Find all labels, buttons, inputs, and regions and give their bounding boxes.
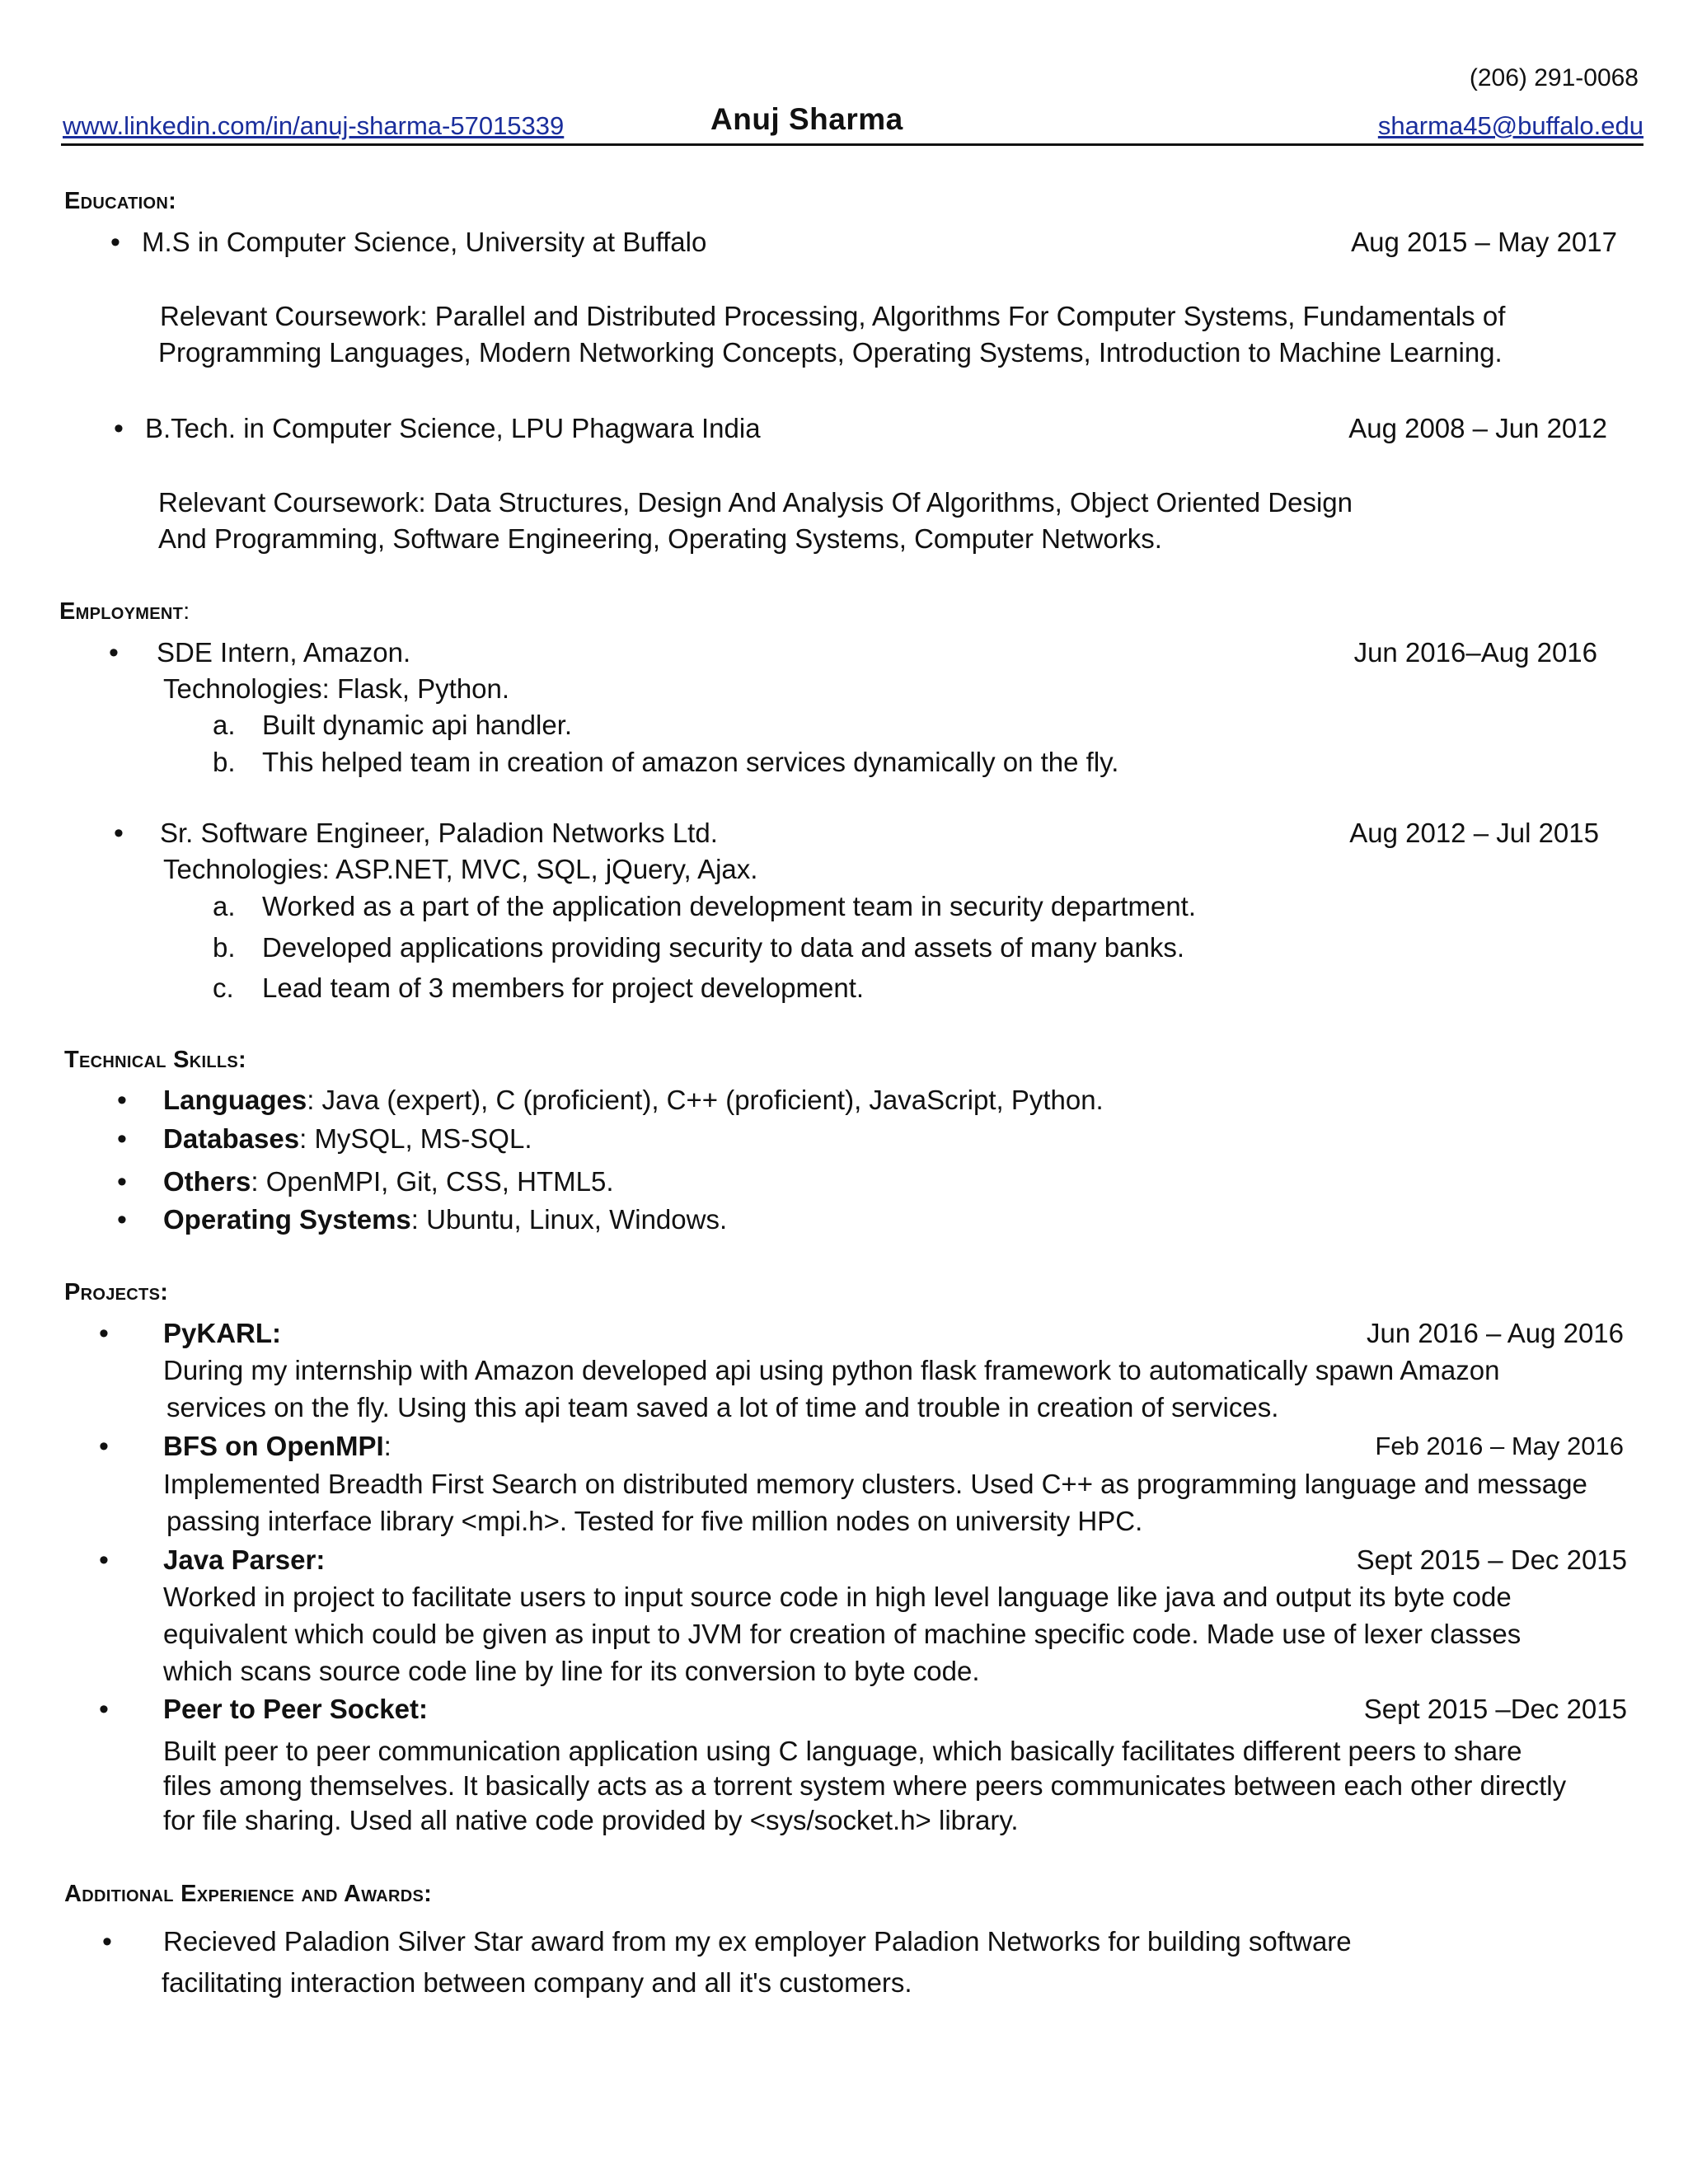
project-line: Worked in project to facilitate users to input source code in high level language like java and output its byte code: [163, 1582, 1512, 1612]
skill-label: Operating Systems: [163, 1204, 411, 1235]
coursework-line: Programming Languages, Modern Networking Concepts, Operating Systems, Introduction to Machine Learning.: [158, 337, 1503, 368]
degree-dates: Aug 2015 – May 2017: [1351, 227, 1617, 257]
projects-heading: Projects:: [64, 1279, 169, 1305]
bullet-icon: •: [114, 413, 124, 444]
bullet-icon: •: [117, 1204, 127, 1235]
project-line: During my internship with Amazon developed api using python flask framework to automatically spawn Amazon: [163, 1355, 1500, 1385]
bullet-icon: •: [102, 1926, 112, 1957]
job-title: Sr. Software Engineer, Paladion Networks Ltd.: [160, 818, 718, 848]
skill-value: : MySQL, MS-SQL.: [299, 1123, 532, 1154]
bullet-icon: •: [110, 227, 120, 258]
project-line: services on the fly. Using this api team saved a lot of time and trouble in creation of services.: [166, 1392, 1279, 1422]
bullet-icon: •: [99, 1431, 109, 1462]
coursework-line: Relevant Coursework: Data Structures, Design And Analysis Of Algorithms, Object Oriented Design: [158, 487, 1353, 518]
job-item: Developed applications providing security to data and assets of many banks.: [262, 932, 1184, 963]
project-title: Java Parser:: [163, 1544, 326, 1575]
project-line: files among themselves. It basically acts as a torrent system where peers communicates between each other directly: [163, 1770, 1567, 1801]
job-title: SDE Intern, Amazon.: [157, 637, 411, 668]
job-item-marker: a.: [213, 710, 236, 740]
education-heading: Education:: [64, 188, 177, 214]
degree-title: M.S in Computer Science, University at Buffalo: [142, 227, 707, 257]
job-item-marker: c.: [213, 972, 234, 1003]
employment-heading: [59, 598, 190, 626]
degree-dates: Aug 2008 – Jun 2012: [1348, 413, 1607, 443]
project-line: Built peer to peer communication application using C language, which basically facilitates different peers to share: [163, 1736, 1522, 1766]
awards-heading: Additional Experience and Awards:: [64, 1881, 433, 1907]
skill-value: : Java (expert), C (proficient), C++ (proficient), JavaScript, Python.: [307, 1085, 1104, 1115]
bullet-icon: •: [109, 637, 119, 668]
project-dates: Feb 2016 – May 2016: [1375, 1432, 1624, 1460]
bullet-icon: •: [99, 1694, 109, 1725]
coursework-line: And Programming, Software Engineering, Operating Systems, Computer Networks.: [158, 523, 1162, 554]
project-title-suffix: :: [383, 1431, 392, 1461]
project-line: equivalent which could be given as input to JVM for creation of machine specific code. Made use of lexer classes: [163, 1619, 1522, 1649]
skill-value: : Ubuntu, Linux, Windows.: [410, 1204, 728, 1235]
bullet-icon: •: [114, 818, 124, 849]
project-dates: Sept 2015 –Dec 2015: [1363, 1694, 1627, 1724]
bullet-icon: •: [117, 1166, 127, 1197]
skills-heading: Technical Skills:: [64, 1047, 246, 1073]
employment-heading-label: Employment: [59, 598, 184, 625]
bullet-icon: •: [99, 1544, 109, 1576]
bullet-icon: •: [99, 1318, 109, 1349]
job-item-marker: b.: [213, 747, 236, 777]
coursework-line: Relevant Coursework: Parallel and Distributed Processing, Algorithms For Computer Systems, Fundamentals of: [160, 301, 1506, 331]
skill-label: Others: [163, 1166, 251, 1197]
skill-label: Languages: [163, 1085, 307, 1115]
award-line: Recieved Paladion Silver Star award from my ex employer Paladion Networks for building software: [163, 1926, 1352, 1957]
employment-heading-colon: :: [183, 598, 190, 625]
project-title: Peer to Peer Socket:: [163, 1694, 428, 1724]
job-technologies: Technologies: Flask, Python.: [163, 673, 510, 704]
job-item: Built dynamic api handler.: [262, 710, 573, 740]
project-line: Implemented Breadth First Search on distributed memory clusters. Used C++ as programming language and message: [163, 1469, 1587, 1499]
job-item-marker: a.: [213, 891, 236, 921]
job-technologies: Technologies: ASP.NET, MVC, SQL, jQuery, Ajax.: [163, 854, 758, 884]
project-title: BFS on OpenMPI: [163, 1431, 384, 1461]
degree-title: B.Tech. in Computer Science, LPU Phagwara India: [145, 413, 761, 443]
project-line: passing interface library <mpi.h>. Tested for five million nodes on university HPC.: [166, 1506, 1143, 1536]
job-item-marker: b.: [213, 932, 236, 963]
skill-label: Databases: [163, 1123, 300, 1154]
project-title: PyKARL:: [163, 1318, 282, 1348]
job-item: Lead team of 3 members for project development.: [262, 972, 865, 1003]
candidate-name: Anuj Sharma: [710, 102, 903, 136]
project-line: for file sharing. Used all native code provided by <sys/socket.h> library.: [163, 1805, 1019, 1835]
skill-value: : OpenMPI, Git, CSS, HTML5.: [251, 1166, 614, 1197]
header-divider: [61, 143, 1643, 146]
linkedin-link[interactable]: www.linkedin.com/in/anuj-sharma-57015339: [63, 111, 565, 140]
award-line: facilitating interaction between company and all it's customers.: [162, 1967, 912, 1998]
project-dates: Sept 2015 – Dec 2015: [1356, 1544, 1627, 1575]
bullet-icon: •: [117, 1123, 127, 1155]
project-dates: Jun 2016 – Aug 2016: [1367, 1318, 1624, 1348]
email-link[interactable]: sharma45@buffalo.edu: [1377, 111, 1643, 140]
project-line: which scans source code line by line for its conversion to byte code.: [163, 1656, 980, 1686]
job-dates: Jun 2016–Aug 2016: [1353, 637, 1597, 668]
bullet-icon: •: [117, 1085, 127, 1116]
job-dates: Aug 2012 – Jul 2015: [1349, 818, 1599, 848]
phone-number: (206) 291-0068: [1469, 64, 1639, 91]
job-item: This helped team in creation of amazon services dynamically on the fly.: [262, 747, 1119, 777]
job-item: Worked as a part of the application development team in security department.: [262, 891, 1197, 921]
